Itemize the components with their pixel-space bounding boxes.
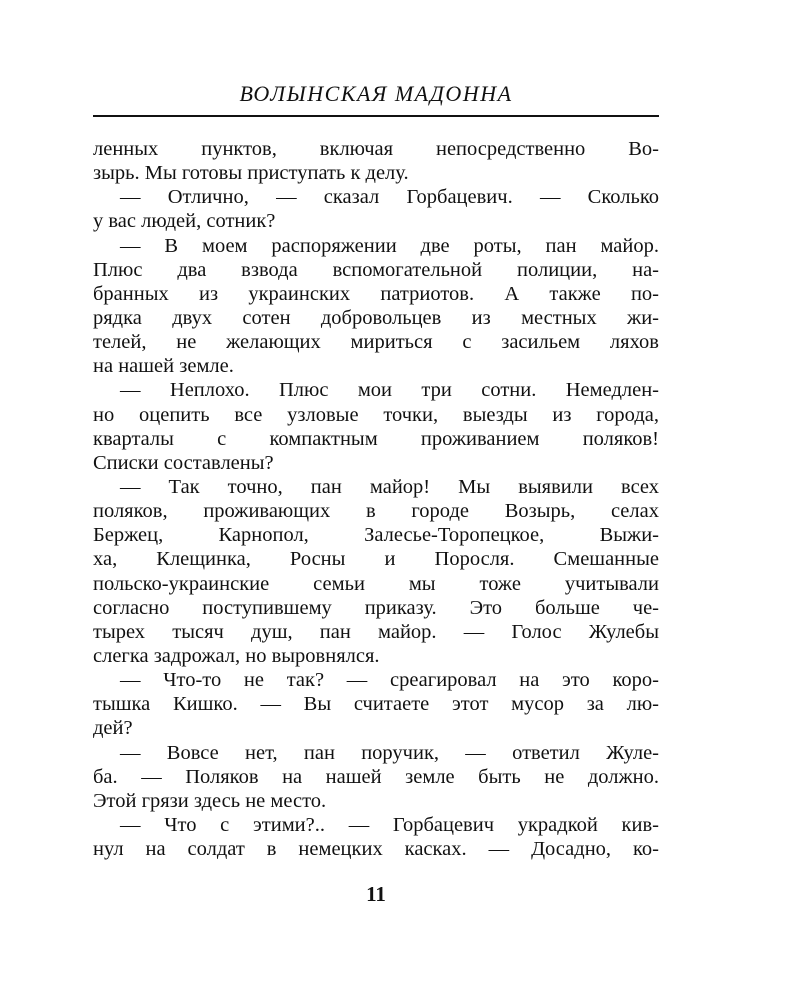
text-line: — Что с этими?.. — Горбацевич украдкой кив-: [120, 813, 659, 836]
text-line: на нашей земле.: [93, 355, 234, 378]
text-line: дей?: [93, 717, 133, 740]
text-line: телей, не желающих мириться с засильем ляхов: [93, 331, 659, 354]
text-line: тышка Кишко. — Вы считаете этот мусор за лю-: [93, 693, 659, 716]
text-line: — Так точно, пан майор! Мы выявили всех: [120, 475, 659, 498]
text-line: Плюс два взвода вспомогательной полиции, на-: [93, 258, 659, 281]
text-line: рядка двух сотен добровольцев из местных жи-: [93, 306, 659, 329]
text-line: поляков, проживающих в городе Возырь, селах: [93, 500, 659, 523]
text-line: нул на солдат в немецких касках. — Досадно, ко-: [93, 838, 659, 861]
page-number: 11: [366, 882, 386, 906]
text-line: Бержец, Карнопол, Залесье-Торопецкое, Выжи-: [93, 524, 659, 547]
text-line: кварталы с компактным проживанием поляков!: [93, 427, 659, 450]
text-line: — Неплохо. Плюс мои три сотни. Немедлен-: [120, 379, 659, 402]
text-line: — Что-то не так? — среагировал на это коро-: [120, 669, 659, 692]
text-line: — Вовсе нет, пан поручик, — ответил Жуле-: [120, 741, 659, 764]
text-line: бранных из украинских патриотов. А также по-: [93, 282, 659, 305]
text-line: Списки составлены?: [93, 451, 274, 474]
header-rule: [93, 115, 659, 117]
text-line: согласно поступившему приказу. Это больше че-: [93, 596, 659, 619]
text-line: тырех тысяч душ, пан майор. — Голос Жулебы: [93, 620, 659, 643]
text-line: у вас людей, сотник?: [93, 210, 276, 233]
text-line: польско-украинские семьи мы тоже учитывали: [93, 572, 659, 595]
text-line: — Отлично, — сказал Горбацевич. — Сколько: [120, 186, 659, 209]
text-line: — В моем распоряжении две роты, пан майор.: [120, 234, 659, 257]
text-line: Этой грязи здесь не место.: [93, 789, 327, 812]
text-line: ха, Клещинка, Росны и Поросля. Смешанные: [93, 548, 659, 571]
running-head: ВОЛЫНСКАЯ МАДОННА: [239, 81, 513, 106]
body-text: [93, 137, 659, 861]
text-line: ба. — Поляков на нашей земле быть не должно.: [93, 765, 659, 788]
text-line: зырь. Мы готовы приступать к делу.: [93, 162, 409, 185]
text-line: но оцепить все узловые точки, выезды из города,: [93, 403, 659, 426]
text-line: слегка задрожал, но выровнялся.: [93, 644, 380, 667]
text-line: ленных пунктов, включая непосредственно Во-: [93, 138, 659, 160]
